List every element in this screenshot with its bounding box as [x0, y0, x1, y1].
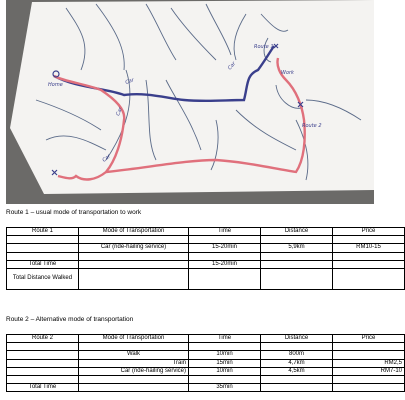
- cell: [261, 268, 333, 289]
- cell-price: RM10-15: [333, 244, 405, 252]
- paper-sheet: [10, 0, 374, 194]
- cell: [7, 244, 79, 252]
- cell: [79, 268, 189, 289]
- cell: [7, 376, 79, 384]
- cell: [261, 260, 333, 268]
- label-car-2: Car: [115, 106, 124, 117]
- cell: [189, 268, 261, 289]
- cell: [333, 376, 405, 384]
- label-car-4: Car: [226, 60, 238, 72]
- cell-price: [333, 351, 405, 359]
- cell: [79, 384, 189, 392]
- header-price: Price: [333, 335, 405, 343]
- cell-time: 15-20min: [189, 244, 261, 252]
- cell-mode: Car (ride-hailing service): [79, 367, 189, 375]
- header-route: Route 1: [7, 228, 79, 236]
- cell: [7, 252, 79, 260]
- header-mode: Mode of Transportation: [79, 335, 189, 343]
- label-work: Work: [281, 70, 294, 76]
- cell-total-time-label: Total Time: [7, 384, 79, 392]
- cell: [7, 351, 79, 359]
- header-price: Price: [333, 228, 405, 236]
- header-time: Time: [189, 228, 261, 236]
- header-distance: Distance: [261, 335, 333, 343]
- cell-mode: Car (ride-hailing service): [79, 244, 189, 252]
- cell-total-time-label: Total Time: [7, 260, 79, 268]
- table-header-row: [7, 335, 405, 343]
- header-route: Route 2: [7, 335, 79, 343]
- cell: [189, 236, 261, 244]
- label-car-3: Car: [101, 153, 112, 164]
- route-1-table: [6, 227, 405, 290]
- table-row: [7, 384, 405, 392]
- table-row: [7, 359, 405, 367]
- table-row: [7, 244, 405, 252]
- table-row: [7, 343, 405, 351]
- cell-distance: 5,9km: [261, 244, 333, 252]
- cell: [261, 376, 333, 384]
- map-photo: [6, 0, 374, 204]
- cell-total-distance-label: Total Distance Walked: [7, 268, 79, 289]
- cell: [79, 376, 189, 384]
- cell-total-time: 35min: [189, 384, 261, 392]
- cell: [333, 260, 405, 268]
- cell-distance: 4,7km: [261, 359, 333, 367]
- cell-time: 10min: [189, 351, 261, 359]
- cell-time: 15min: [189, 359, 261, 367]
- table-row: [7, 268, 405, 289]
- cell: [79, 236, 189, 244]
- route-2-table: [6, 334, 405, 392]
- cell-mode: Walk: [79, 351, 189, 359]
- cell-price: RM2,5: [333, 359, 405, 367]
- cell: [7, 359, 79, 367]
- cell: [333, 236, 405, 244]
- table-row: [7, 260, 405, 268]
- cell-total-time: 15-20min: [189, 260, 261, 268]
- route-1-caption: Route 1 – usual mode of transportation to work: [6, 209, 142, 216]
- route-2-caption: Route 2 – Alternative mode of transportation: [6, 316, 134, 323]
- cell: [189, 252, 261, 260]
- cell: [79, 252, 189, 260]
- cell: [261, 384, 333, 392]
- map-drawing: [6, 0, 374, 204]
- header-distance: Distance: [261, 228, 333, 236]
- cell: [261, 236, 333, 244]
- cell: [333, 384, 405, 392]
- table-row: [7, 351, 405, 359]
- cell-distance: 4,5km: [261, 367, 333, 375]
- label-home: Home: [48, 82, 63, 88]
- header-mode: Mode of Transportation: [79, 228, 189, 236]
- cell: [7, 367, 79, 375]
- cell: [261, 252, 333, 260]
- cell-time: 10min: [189, 367, 261, 375]
- cell-price: RM7-10: [333, 367, 405, 375]
- table-row: [7, 236, 405, 244]
- cell-mode: Train: [79, 359, 189, 367]
- cell-distance: 800m: [261, 351, 333, 359]
- cell: [333, 268, 405, 289]
- cell: [7, 236, 79, 244]
- table-header-row: [7, 228, 405, 236]
- cell: [189, 376, 261, 384]
- table-row: [7, 367, 405, 375]
- label-route-1: Route 1: [254, 44, 274, 50]
- cell: [79, 260, 189, 268]
- header-time: Time: [189, 335, 261, 343]
- cell: [189, 343, 261, 351]
- cell: [79, 343, 189, 351]
- cell: [333, 252, 405, 260]
- cell: [7, 343, 79, 351]
- table-row: [7, 376, 405, 384]
- cell: [261, 343, 333, 351]
- cell: [333, 343, 405, 351]
- table-row: [7, 252, 405, 260]
- label-route-2: Route 2: [302, 123, 322, 129]
- label-car-1: Car: [124, 77, 135, 86]
